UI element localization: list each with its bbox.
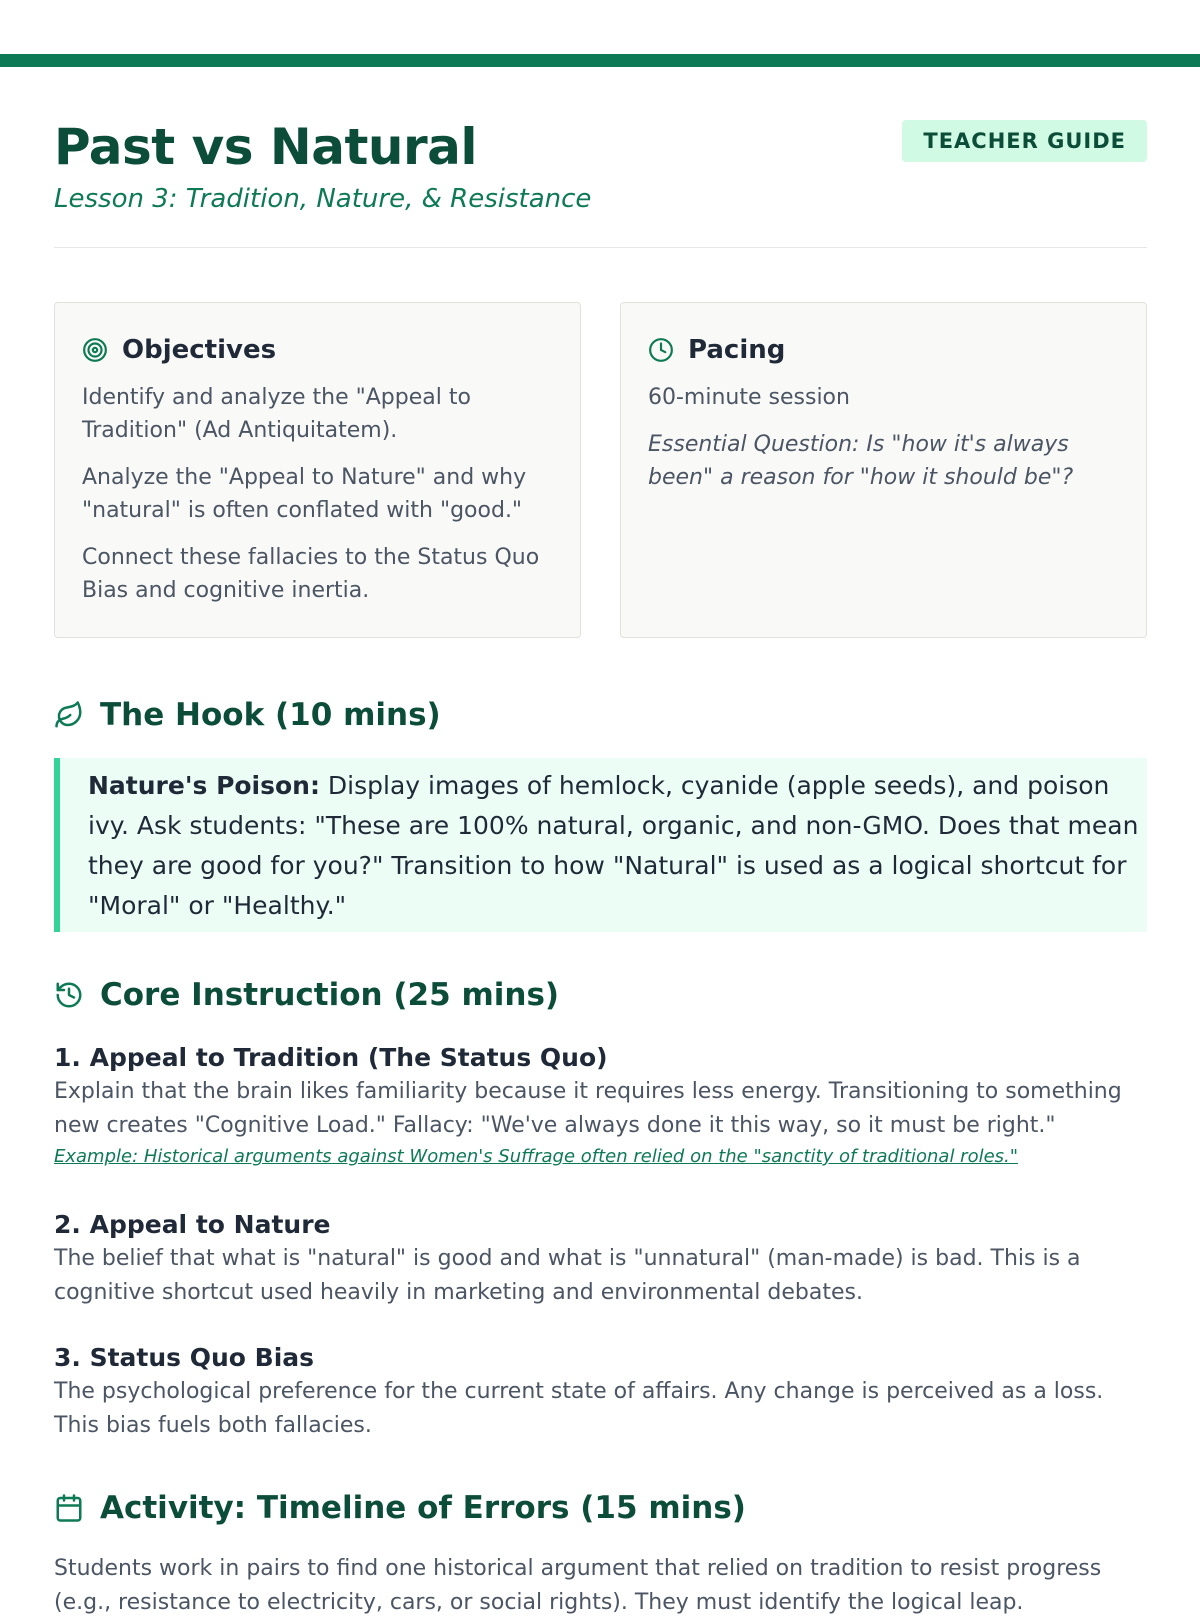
core-item-text: The psychological preference for the current state of affairs. Any change is perceived as a loss. This bias fuels both fallacies. [54,1379,1104,1438]
objectives-header [82,333,553,367]
hook-title: The Hook (10 mins) [100,697,441,733]
pacing-title: Pacing [688,335,786,365]
objectives-card [54,302,581,638]
calendar-icon [54,1493,84,1523]
core-item-heading: 3. Status Quo Bias [54,1343,315,1372]
essential-question: Essential Question: Is "how it's always been" a reason for "how it should be"? [648,432,1074,490]
core-title: Core Instruction (25 mins) [100,977,560,1013]
core-item-heading: 1. Appeal to Tradition (The Status Quo) [54,1043,608,1072]
hook-callout [54,758,1147,932]
leaf-icon [54,700,84,730]
hook-section-header [54,693,441,737]
core-item-heading: 2. Appeal to Nature [54,1210,331,1239]
session-length: 60-minute session [648,385,850,410]
activity-section-header [54,1486,746,1530]
activity-title: Activity: Timeline of Errors (15 mins) [100,1490,746,1526]
core-item-text: The belief that what is "natural" is good and what is "unnatural" (man-made) is bad. This is a cognitive shortcut used heavily in marketing and environmental debates. [54,1246,1081,1305]
teacher-guide-badge: TEACHER GUIDE [902,120,1147,162]
objectives-title: Objectives [122,335,277,365]
top-accent-bar [0,54,1200,67]
page-title: Past vs Natural [54,118,477,176]
header-divider [54,247,1147,248]
core-item-status-quo [54,1341,1147,1443]
core-item-text: Explain that the brain likes familiarity because it requires less energy. Transitioning to something new creates "Cognitive Load." Fallacy: "We've always done it this way, so it must be right." [54,1079,1122,1138]
core-section-header [54,973,559,1017]
core-item-tradition [54,1041,1147,1171]
hook-lead: Nature's Poison: [88,771,320,800]
objective-item: Analyze the "Appeal to Nature" and why "natural" is often conflated with "good." [82,465,527,523]
history-icon [54,980,84,1010]
target-icon [82,337,108,363]
pacing-header [648,333,1119,367]
core-item-nature [54,1208,1147,1310]
objective-item: Identify and analyze the "Appeal to Tradition" (Ad Antiquitatem). [82,385,471,443]
lesson-subtitle: Lesson 3: Tradition, Nature, & Resistance [54,184,592,214]
suffrage-example-link[interactable]: Example: Historical arguments against Women's Suffrage often relied on the "sanctity of traditional roles." [54,1146,1019,1167]
hook-text: Display images of hemlock, cyanide (apple seeds), and poison ivy. Ask students: "These are 100% natural, organic, and non-GMO. Does that mean they are good for you?" Transition to how "Natural" is used as a logical shortcut for "Moral" or "Healthy." [88,771,1139,920]
activity-text: Students work in pairs to find one historical argument that relied on tradition to resist progress (e.g., resistance to electricity, cars, or social rights). They must identify the logical leap. [54,1556,1102,1615]
pacing-card [620,302,1147,638]
objective-item: Connect these fallacies to the Status Quo Bias and cognitive inertia. [82,545,540,603]
clock-icon [648,337,674,363]
